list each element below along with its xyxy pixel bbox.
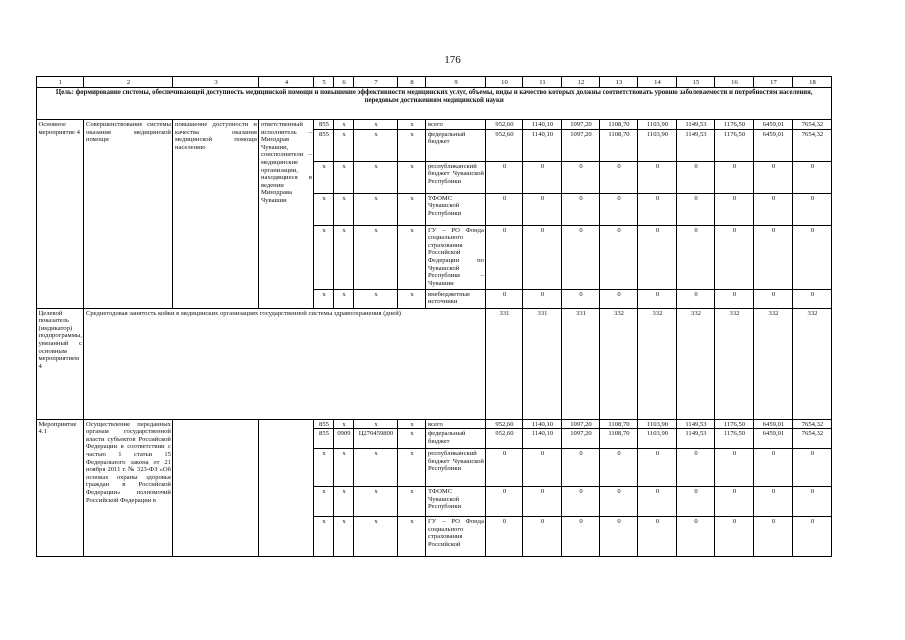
year-value: 1103,90 — [638, 419, 677, 429]
year-value: 1108,70 — [600, 129, 638, 161]
indicator-description: Среднегодовая занятость койки в медицинских организациях государственной системы здравоохранения (дней) — [84, 308, 486, 419]
code-expense-group: x — [398, 225, 426, 289]
code-section: x — [334, 419, 354, 429]
year-value: 952,60 — [486, 419, 523, 429]
year-value: 0 — [677, 449, 715, 487]
goal-text: Цель: формирование системы, обеспечивающей доступность медицинской помощи и повышение эффективности медицинских услуг, объемы, виды и качество которых должны соответствовать уровню заболеваемости и потребностям населения, передовым достижениям медицинской науки — [37, 88, 832, 120]
column-number-header: 1 — [37, 77, 84, 88]
goal-row — [37, 88, 832, 120]
year-value: 7654,32 — [793, 120, 832, 130]
year-value: 0 — [677, 193, 715, 225]
column-number-header: 9 — [426, 77, 486, 88]
year-value: 0 — [677, 517, 715, 557]
code-section: x — [334, 129, 354, 161]
year-value: 0 — [523, 517, 562, 557]
year-value: 7654,32 — [793, 419, 832, 429]
year-value: 952,60 — [486, 429, 523, 449]
year-value: 1140,10 — [523, 129, 562, 161]
year-value: 1149,53 — [677, 129, 715, 161]
year-value: 0 — [486, 449, 523, 487]
indicator-value: 332 — [754, 308, 793, 419]
year-value: 1097,20 — [562, 419, 600, 429]
year-value: 0 — [793, 487, 832, 517]
year-value: 7654,32 — [793, 129, 832, 161]
year-value: 0 — [638, 161, 677, 193]
year-value: 6459,01 — [754, 120, 793, 130]
year-value: 1108,70 — [600, 120, 638, 130]
code-grbs: x — [314, 225, 334, 289]
code-grbs: 855 — [314, 120, 334, 130]
year-value: 0 — [562, 449, 600, 487]
indicator-value: 332 — [715, 308, 754, 419]
column-number-header: 16 — [715, 77, 754, 88]
code-section: 0909 — [334, 429, 354, 449]
code-expense-group: x — [398, 120, 426, 130]
year-value: 0 — [523, 487, 562, 517]
funding-source: ГУ – РО Фонда социального страхования Российской Федерации по Чувашской Республике – Чувашии — [426, 225, 486, 289]
code-target-article: x — [354, 225, 398, 289]
funding-source: республиканский бюджет Чувашской Республики — [426, 161, 486, 193]
code-grbs: x — [314, 289, 334, 308]
table-row — [37, 120, 832, 130]
year-value: 1140,10 — [523, 419, 562, 429]
year-value: 0 — [600, 517, 638, 557]
year-value: 1103,90 — [638, 129, 677, 161]
year-value: 6459,01 — [754, 419, 793, 429]
year-value: 0 — [638, 289, 677, 308]
funding-source: республиканский бюджет Чувашской Республики — [426, 449, 486, 487]
year-value: 0 — [793, 161, 832, 193]
code-section: x — [334, 120, 354, 130]
responsible-executor — [259, 419, 314, 557]
responsible-executor: ответственный исполнитель – Минздрав Чувашии, соисполнители – медицинские организации, находящиеся в ведении Минздрава Чувашии — [259, 120, 314, 309]
year-value: 0 — [754, 193, 793, 225]
indicator-row — [37, 308, 832, 419]
funding-source: всего — [426, 120, 486, 130]
column-number-header: 18 — [793, 77, 832, 88]
code-grbs: x — [314, 161, 334, 193]
funding-source: внебюджетные источники — [426, 289, 486, 308]
funding-source: всего — [426, 419, 486, 429]
column-number-header: 12 — [562, 77, 600, 88]
year-value: 0 — [562, 193, 600, 225]
funding-source: федеральный бюджет — [426, 129, 486, 161]
year-value: 0 — [754, 487, 793, 517]
year-value: 0 — [600, 193, 638, 225]
year-value: 0 — [486, 161, 523, 193]
code-target-article: x — [354, 120, 398, 130]
code-expense-group: x — [398, 419, 426, 429]
year-value: 0 — [677, 487, 715, 517]
column-number-header: 5 — [314, 77, 334, 88]
year-value: 0 — [562, 225, 600, 289]
year-value: 0 — [715, 225, 754, 289]
year-value: 0 — [793, 289, 832, 308]
code-target-article: x — [354, 193, 398, 225]
year-value: 0 — [486, 517, 523, 557]
year-value: 0 — [715, 161, 754, 193]
year-value: 1140,10 — [523, 429, 562, 449]
year-value: 0 — [638, 193, 677, 225]
year-value: 0 — [754, 449, 793, 487]
code-target-article: x — [354, 449, 398, 487]
indicator-name: Целевой показатель (индикатор) подпрограммы, увязанный с основным мероприятием 4 — [37, 308, 84, 419]
code-grbs: x — [314, 449, 334, 487]
funding-source: ТФОМС Чувашской Республики — [426, 487, 486, 517]
year-value: 1176,50 — [715, 419, 754, 429]
code-section: x — [334, 449, 354, 487]
code-target-article: x — [354, 487, 398, 517]
code-section: x — [334, 517, 354, 557]
code-section: x — [334, 193, 354, 225]
year-value: 1103,90 — [638, 429, 677, 449]
program-table — [36, 76, 832, 557]
year-value: 1176,50 — [715, 120, 754, 130]
year-value: 0 — [562, 161, 600, 193]
year-value: 0 — [523, 161, 562, 193]
year-value: 952,60 — [486, 129, 523, 161]
indicator-value: 332 — [793, 308, 832, 419]
year-value: 0 — [793, 193, 832, 225]
column-number-header: 15 — [677, 77, 715, 88]
column-number-header: 2 — [84, 77, 173, 88]
column-number-header: 17 — [754, 77, 793, 88]
year-value: 0 — [486, 225, 523, 289]
year-value: 0 — [715, 289, 754, 308]
column-number-header: 8 — [398, 77, 426, 88]
code-grbs: x — [314, 193, 334, 225]
year-value: 0 — [793, 449, 832, 487]
year-value: 1140,10 — [523, 120, 562, 130]
code-expense-group: x — [398, 193, 426, 225]
code-expense-group: x — [398, 161, 426, 193]
column-number-header: 6 — [334, 77, 354, 88]
measure-description: Совершенствование системы оказания медицинской помощи — [84, 120, 173, 309]
year-value: 0 — [754, 517, 793, 557]
year-value: 0 — [486, 289, 523, 308]
year-value: 0 — [793, 517, 832, 557]
year-value: 1097,20 — [562, 129, 600, 161]
year-value: 0 — [715, 193, 754, 225]
code-target-article: x — [354, 419, 398, 429]
year-value: 0 — [600, 449, 638, 487]
column-number-header: 3 — [173, 77, 259, 88]
measure-name: Мероприятие 4.1 — [37, 419, 84, 557]
year-value: 0 — [638, 449, 677, 487]
year-value: 0 — [523, 193, 562, 225]
year-value: 1108,70 — [600, 429, 638, 449]
year-value: 0 — [754, 289, 793, 308]
year-value: 1149,53 — [677, 120, 715, 130]
year-value: 0 — [486, 193, 523, 225]
year-value: 1176,50 — [715, 129, 754, 161]
column-number-row — [37, 77, 832, 88]
code-expense-group: x — [398, 449, 426, 487]
year-value: 6459,01 — [754, 129, 793, 161]
code-grbs: x — [314, 517, 334, 557]
year-value: 0 — [523, 449, 562, 487]
year-value: 7654,32 — [793, 429, 832, 449]
indicator-value: 331 — [523, 308, 562, 419]
year-value: 952,60 — [486, 120, 523, 130]
column-number-header: 13 — [600, 77, 638, 88]
year-value: 0 — [600, 487, 638, 517]
indicator-value: 332 — [677, 308, 715, 419]
funding-source: ГУ – РО Фонда социального страхования Российской — [426, 517, 486, 557]
year-value: 1103,90 — [638, 120, 677, 130]
code-expense-group: x — [398, 517, 426, 557]
year-value: 0 — [638, 487, 677, 517]
column-number-header: 10 — [486, 77, 523, 88]
table-body — [37, 77, 832, 557]
expected-result: повышение доступности и качества оказания медицинской помощи населению — [173, 120, 259, 309]
code-target-article: x — [354, 161, 398, 193]
year-value: 0 — [600, 225, 638, 289]
year-value: 1176,50 — [715, 429, 754, 449]
year-value: 0 — [677, 289, 715, 308]
indicator-value: 332 — [638, 308, 677, 419]
code-target-article: x — [354, 289, 398, 308]
code-expense-group: x — [398, 289, 426, 308]
year-value: 0 — [715, 517, 754, 557]
expected-result — [173, 419, 259, 557]
indicator-value: 332 — [600, 308, 638, 419]
code-expense-group: x — [398, 429, 426, 449]
code-target-article: x — [354, 517, 398, 557]
year-value: 0 — [638, 517, 677, 557]
year-value: 0 — [486, 487, 523, 517]
year-value: 0 — [677, 161, 715, 193]
year-value: 0 — [562, 289, 600, 308]
column-number-header: 14 — [638, 77, 677, 88]
code-grbs: 855 — [314, 429, 334, 449]
year-value: 1149,53 — [677, 429, 715, 449]
code-expense-group: x — [398, 487, 426, 517]
funding-source: федеральный бюджет — [426, 429, 486, 449]
year-value: 0 — [562, 487, 600, 517]
year-value: 0 — [754, 161, 793, 193]
code-section: x — [334, 289, 354, 308]
indicator-value: 331 — [562, 308, 600, 419]
year-value: 1097,20 — [562, 429, 600, 449]
year-value: 1097,20 — [562, 120, 600, 130]
year-value: 0 — [523, 225, 562, 289]
year-value: 1108,70 — [600, 419, 638, 429]
year-value: 6459,01 — [754, 429, 793, 449]
year-value: 0 — [600, 289, 638, 308]
code-expense-group: x — [398, 129, 426, 161]
code-grbs: 855 — [314, 419, 334, 429]
year-value: 0 — [562, 517, 600, 557]
year-value: 0 — [715, 487, 754, 517]
year-value: 0 — [638, 225, 677, 289]
code-target-article: x — [354, 129, 398, 161]
year-value: 1149,53 — [677, 419, 715, 429]
year-value: 0 — [523, 289, 562, 308]
code-target-article: Ц270459800 — [354, 429, 398, 449]
year-value: 0 — [754, 225, 793, 289]
year-value: 0 — [677, 225, 715, 289]
code-section: x — [334, 487, 354, 517]
column-number-header: 11 — [523, 77, 562, 88]
measure-name: Основное мероприятие 4 — [37, 120, 84, 309]
table-row — [37, 419, 832, 429]
funding-source: ТФОМС Чувашской Республики — [426, 193, 486, 225]
year-value: 0 — [600, 161, 638, 193]
year-value: 0 — [715, 449, 754, 487]
column-number-header: 7 — [354, 77, 398, 88]
code-section: x — [334, 225, 354, 289]
code-grbs: x — [314, 487, 334, 517]
year-value: 0 — [793, 225, 832, 289]
column-number-header: 4 — [259, 77, 314, 88]
measure-description: Осуществление переданных органам государственной власти субъектов Российской Федерации в соответствии с частью 1 статьи 15 Федерального закона от 21 ноября 2011 г. № 323-ФЗ «Об основах охраны здоровья граждан в Российской Федерации» полномочий Российской Федерации в — [84, 419, 173, 557]
code-grbs: 855 — [314, 129, 334, 161]
page-number: 176 — [444, 54, 461, 66]
indicator-value: 331 — [486, 308, 523, 419]
code-section: x — [334, 161, 354, 193]
